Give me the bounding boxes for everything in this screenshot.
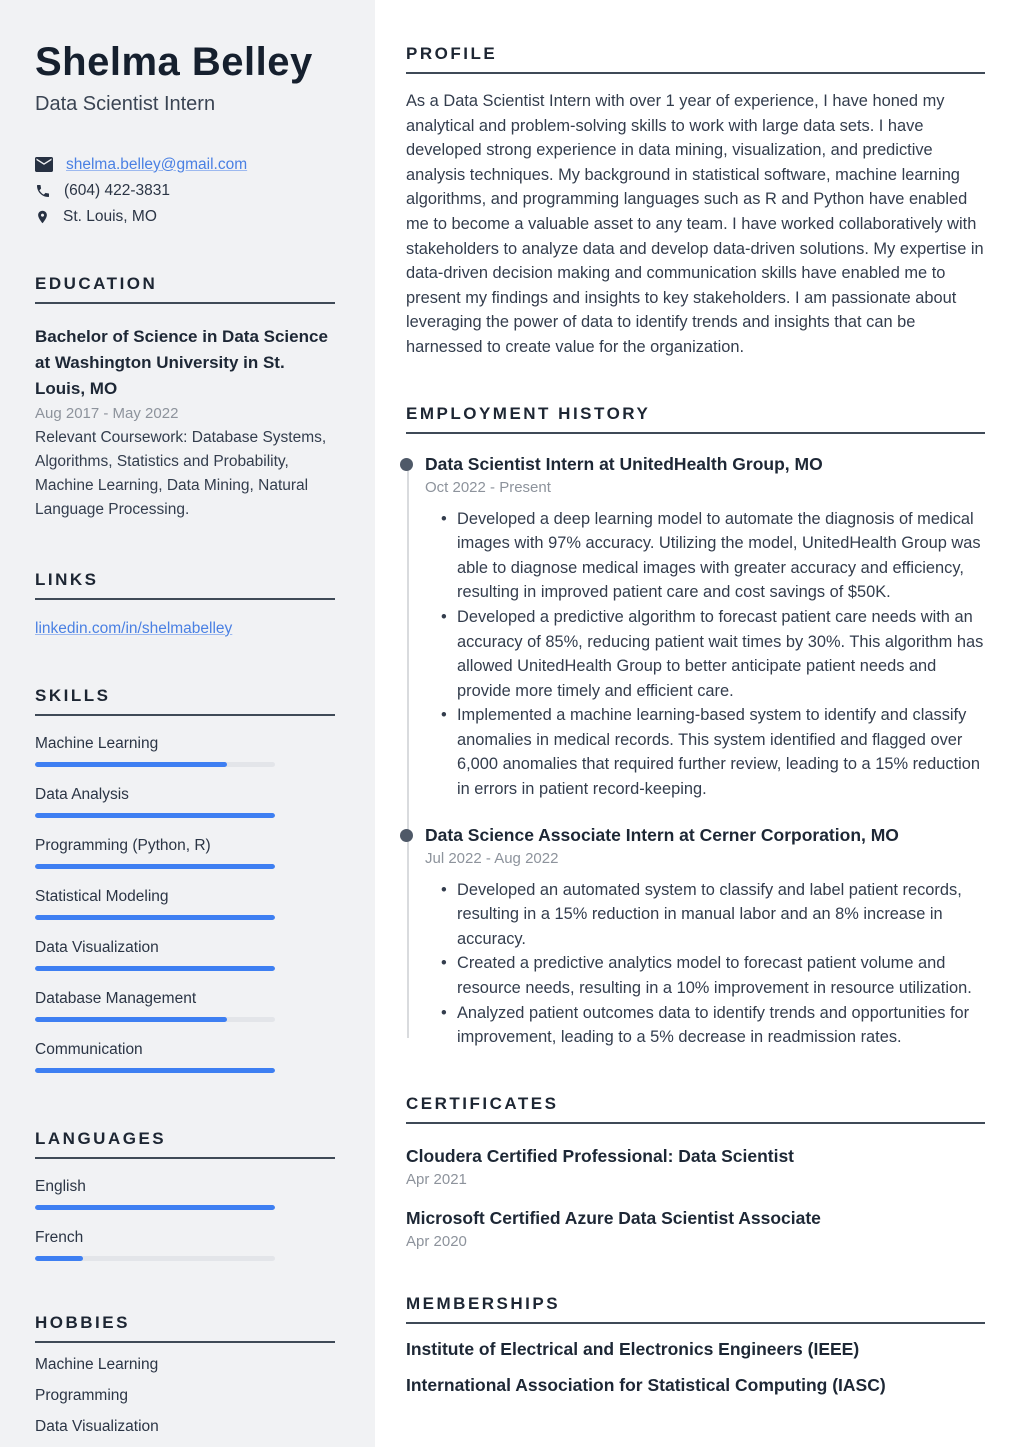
skill-item xyxy=(35,837,335,869)
links-heading: LINKS xyxy=(35,570,335,600)
languages-section xyxy=(35,1129,335,1261)
skill-item xyxy=(35,1041,335,1073)
person-job-title: Data Scientist Intern xyxy=(35,92,216,115)
employment-heading: EMPLOYMENT HISTORY xyxy=(406,404,985,434)
main-column xyxy=(375,0,1024,1447)
education-section xyxy=(35,274,335,522)
hobbies-section xyxy=(35,1313,335,1436)
timeline-dot-icon xyxy=(400,458,413,471)
profile-heading: PROFILE xyxy=(406,44,985,74)
job-bullet-list xyxy=(425,878,985,1050)
job-bullet: • Developed an automated system to classify and label patient records, resulting in a 15% reduction in manual labor and an 8% increase in accuracy. xyxy=(425,878,985,952)
email-icon xyxy=(35,157,53,172)
job-entry xyxy=(425,454,985,802)
education-description: Relevant Coursework: Database Systems, Algorithms, Statistics and Probability, Machine Learning, Data Mining, Natural Language Processing. xyxy=(35,428,327,518)
linkedin-link[interactable]: linkedin.com/in/shelmabelley xyxy=(35,619,233,637)
certificate-title: Microsoft Certified Azure Data Scientist Associate xyxy=(406,1207,821,1228)
skill-item xyxy=(35,786,335,818)
timeline-dot-icon xyxy=(400,829,413,842)
person-name: Shelma Belley xyxy=(35,40,313,84)
job-bullet: • Implemented a machine learning-based system to identify and classify anomalies in medical records. This system identified and flagged over 6,000 anomalies that required further review, leading to a 15% reduction in errors in patient record-keeping. xyxy=(425,703,985,801)
skill-bar-fill xyxy=(35,762,227,767)
language-label: French xyxy=(35,1228,84,1246)
memberships-heading: MEMBERSHIPS xyxy=(406,1294,985,1324)
job-title: Data Science Associate Intern at Cerner Corporation, MO xyxy=(425,824,899,845)
languages-heading: LANGUAGES xyxy=(35,1129,335,1159)
skill-bar-fill xyxy=(35,966,275,971)
membership-entry: International Association for Statistical Computing (IASC) xyxy=(406,1374,886,1395)
job-bullet: • Developed a deep learning model to automate the diagnosis of medical images with 97% accuracy. Utilizing the model, UnitedHealth Group was able to diagnose medical images with greater accuracy and efficiency, resulting in improved patient care and cost savings of $50K. xyxy=(425,507,985,605)
education-date: Aug 2017 - May 2022 xyxy=(35,404,179,422)
memberships-section xyxy=(406,1294,985,1396)
contact-location-row xyxy=(35,208,335,226)
job-date: Jul 2022 - Aug 2022 xyxy=(425,849,559,867)
employment-timeline xyxy=(406,454,985,1050)
location-pin-icon xyxy=(35,208,50,226)
skill-bar-fill xyxy=(35,864,275,869)
skill-item xyxy=(35,735,335,767)
links-section xyxy=(35,570,335,638)
skill-item xyxy=(35,939,335,971)
hobby-item: Programming xyxy=(35,1386,129,1404)
language-bar-fill xyxy=(35,1256,83,1261)
job-title: Data Scientist Intern at UnitedHealth Group, MO xyxy=(425,453,823,474)
language-bar-fill xyxy=(35,1205,275,1210)
skill-label: Data Analysis xyxy=(35,785,129,803)
skill-item xyxy=(35,888,335,920)
job-bullet: • Analyzed patient outcomes data to identify trends and opportunities for improvement, leading to a 5% decrease in readmission rates. xyxy=(425,1001,985,1050)
skill-bar-fill xyxy=(35,1017,227,1022)
hobby-item: Data Visualization xyxy=(35,1417,159,1435)
language-bar-track xyxy=(35,1205,275,1210)
profile-text: As a Data Scientist Intern with over 1 year of experience, I have honed my analytical and problem-solving skills to work with large data sets. I have developed strong experience in data mining, visualization, and predictive analysis techniques. My background in statistical software, machine learning algorithms, and programming languages such as R and Python have enabled me to become a valuable asset to any team. I have worked collaboratively with stakeholders to analyze data and develop data-driven solutions. My expertise in data-driven decision making and communication skills have enabled me to present my findings and insights to key stakeholders. I am passionate about leveraging the power of data to identify trends and insights that can be harnessed to create value for the organization. xyxy=(406,92,984,356)
certificate-title: Cloudera Certified Professional: Data Scientist xyxy=(406,1145,795,1166)
email-link[interactable]: shelma.belley@gmail.com xyxy=(66,155,248,173)
phone-icon xyxy=(35,183,51,199)
skill-label: Data Visualization xyxy=(35,938,159,956)
job-bullet-list xyxy=(425,507,985,802)
skill-bar-track xyxy=(35,1017,275,1022)
skill-label: Communication xyxy=(35,1040,143,1058)
certificates-section xyxy=(406,1094,985,1250)
skill-bar-fill xyxy=(35,915,275,920)
location-text: St. Louis, MO xyxy=(63,207,157,225)
contact-block xyxy=(35,156,335,226)
hobbies-heading: HOBBIES xyxy=(35,1313,335,1343)
hobbies-list xyxy=(35,1355,335,1436)
sidebar xyxy=(0,0,375,1447)
skill-bar-fill xyxy=(35,1068,275,1073)
skills-heading: SKILLS xyxy=(35,686,335,716)
skill-item xyxy=(35,990,335,1022)
certificates-heading: CERTIFICATES xyxy=(406,1094,985,1124)
education-heading: EDUCATION xyxy=(35,274,335,304)
contact-phone-row xyxy=(35,182,335,200)
job-bullet: • Created a predictive analytics model to forecast patient volume and resource needs, resulting in a 10% improvement in resource utilization. xyxy=(425,951,985,1000)
membership-entry: Institute of Electrical and Electronics Engineers (IEEE) xyxy=(406,1338,860,1359)
phone-number: (604) 422-3831 xyxy=(64,181,170,199)
skill-label: Programming (Python, R) xyxy=(35,836,211,854)
profile-section xyxy=(406,44,985,360)
skill-bar-track xyxy=(35,915,275,920)
certificate-entry xyxy=(406,1146,985,1188)
job-date: Oct 2022 - Present xyxy=(425,478,551,496)
education-degree: Bachelor of Science in Data Science at Washington University in St. Louis, MO xyxy=(35,326,328,398)
skill-bar-track xyxy=(35,966,275,971)
language-item xyxy=(35,1178,335,1210)
skill-bar-track xyxy=(35,1068,275,1073)
skill-bar-fill xyxy=(35,813,275,818)
employment-section xyxy=(406,404,985,1050)
job-entry xyxy=(425,825,985,1050)
certificate-date: Apr 2020 xyxy=(406,1232,467,1250)
skill-bar-track xyxy=(35,864,275,869)
skill-label: Machine Learning xyxy=(35,734,159,752)
skill-label: Database Management xyxy=(35,989,197,1007)
language-label: English xyxy=(35,1177,86,1195)
language-bar-track xyxy=(35,1256,275,1261)
contact-email-row xyxy=(35,156,335,174)
skills-section xyxy=(35,686,335,1073)
skill-label: Statistical Modeling xyxy=(35,887,169,905)
language-item xyxy=(35,1229,335,1261)
hobby-item: Machine Learning xyxy=(35,1355,159,1373)
skill-bar-track xyxy=(35,813,275,818)
skill-bar-track xyxy=(35,762,275,767)
certificate-date: Apr 2021 xyxy=(406,1170,467,1188)
membership-list xyxy=(406,1339,985,1396)
certificate-entry xyxy=(406,1208,985,1250)
job-bullet: • Developed a predictive algorithm to forecast patient care needs with an accuracy of 85%, reducing patient wait times by 30%. This algorithm has allowed UnitedHealth Group to better anticipate patient needs and provide more timely and efficient care. xyxy=(425,605,985,703)
